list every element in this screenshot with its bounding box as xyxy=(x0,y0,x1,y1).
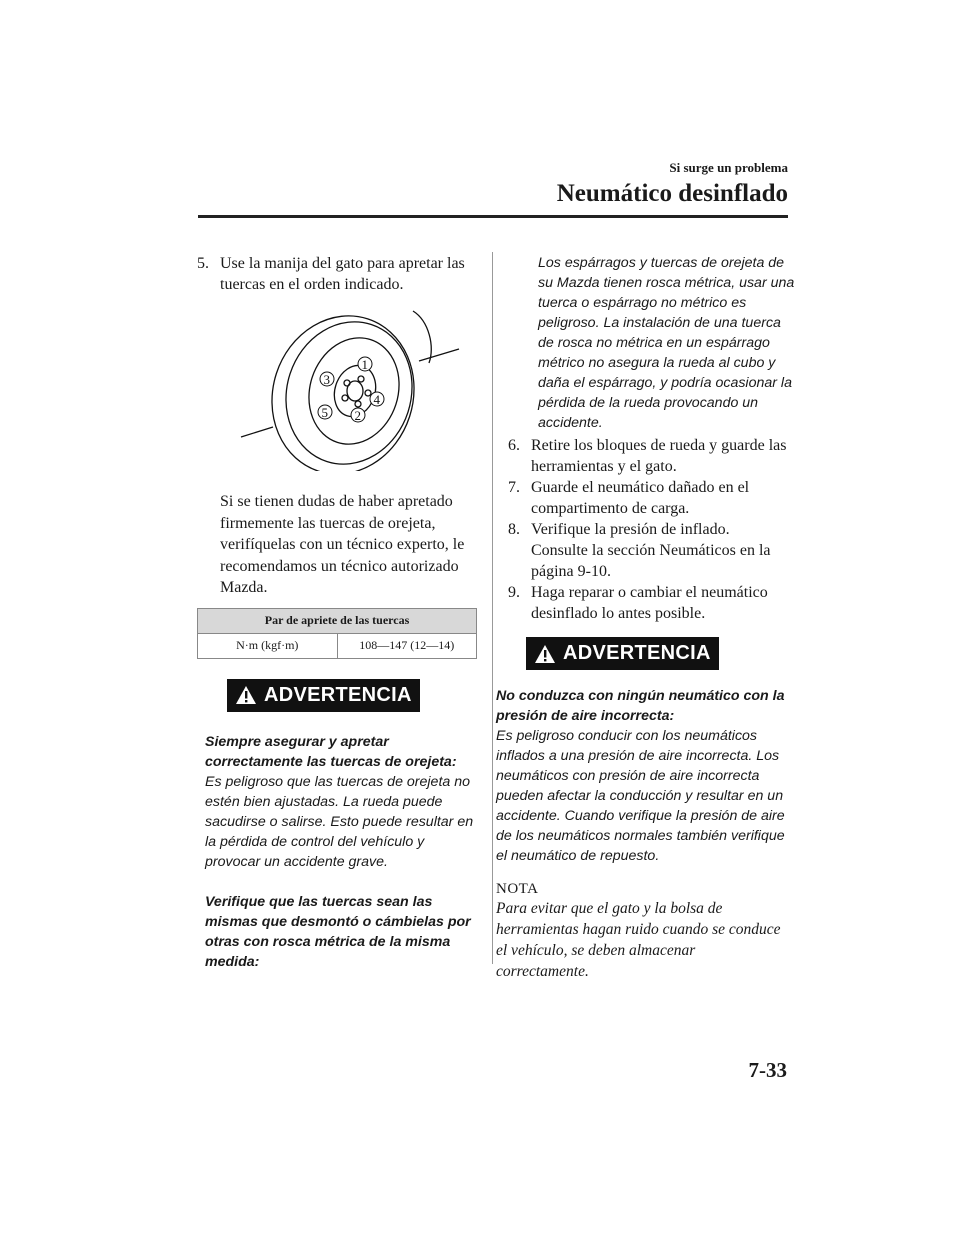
warning-icon xyxy=(235,685,257,705)
figure-label-4: 4 xyxy=(373,392,380,407)
nota-block xyxy=(496,881,786,982)
step-6 xyxy=(508,435,790,477)
warning-icon xyxy=(534,644,556,664)
warning-text-1 xyxy=(205,732,477,972)
left-column xyxy=(197,253,475,972)
warning-1-title: Siempre asegurar y apretar correctamente las tuercas de orejeta: xyxy=(205,733,457,770)
torque-table xyxy=(197,608,477,659)
figure-label-5: 5 xyxy=(321,405,328,420)
step-7 xyxy=(508,477,790,519)
step-text: Verifique la presión de inflado. Consulte la sección Neumáticos en la página 9-10. xyxy=(531,521,771,580)
wheel-nut-order-figure xyxy=(237,309,477,471)
warning-badge xyxy=(227,679,420,712)
figure-label-1: 1 xyxy=(361,357,368,372)
warning-label: ADVERTENCIA xyxy=(563,642,711,664)
warning-2-body: Los espárragos y tuercas de orejeta de su Mazda tienen rosca métrica, usar una tuerca o espárrago no métrico es peligroso. La instalación de una tuerca de rosca no métrica en un espárrago métrico no asegura la rueda al cubo y daña el espárrago, y podría ocasionar la pérdida de la rueda provocando un accidente. xyxy=(538,255,795,431)
page-number: 7-33 xyxy=(748,1058,787,1082)
warning-text-3 xyxy=(496,686,786,866)
torque-table-header: Par de apriete de las tuercas xyxy=(198,608,477,633)
figure-label-3: 3 xyxy=(323,372,330,387)
figure-label-2: 2 xyxy=(354,408,361,423)
lug-nut-note: Si se tienen dudas de haber apretado firmemente las tuercas de orejeta, verifíquelas con un técnico experto, le recomendamos un técnico autorizado Mazda. xyxy=(220,493,465,597)
step-text: Guarde el neumático dañado en el compartimento de carga. xyxy=(531,479,750,517)
nota-heading: NOTA xyxy=(496,881,539,897)
step-number: 8. xyxy=(508,521,520,538)
right-column xyxy=(496,253,795,982)
torque-unit: N·m (kgf·m) xyxy=(198,633,338,658)
warning-3-body: Es peligroso conducir con los neumáticos inflados a una presión de aire incorrecta. Los neumáticos con presión de aire incorrecta pueden afectar la conducción y resultar en un accidente. Cuando verifique la presión de aire de los neumáticos normales también verifique el neumático de repuesto. xyxy=(496,728,785,864)
warning-1-body: Es peligroso que las tuercas de orejeta no estén bien ajustadas. La rueda puede sacudirse o salirse. Esto puede resultar en la pérdida de control del vehículo y provocar un accidente grave. xyxy=(205,773,474,870)
step-number: 5. xyxy=(197,255,209,272)
steps-list xyxy=(508,435,790,624)
step-number: 7. xyxy=(508,479,520,496)
step-5 xyxy=(197,253,475,295)
step-number: 6. xyxy=(508,437,520,454)
step-9 xyxy=(508,582,790,624)
warning-2-title: Verifique que las tuercas sean las mismas que desmontó o cámbielas por otras con rosca métrica de la misma medida: xyxy=(205,893,471,970)
warning-3-title: No conduzca con ningún neumático con la presión de aire incorrecta: xyxy=(496,688,785,724)
warning-label: ADVERTENCIA xyxy=(264,683,412,706)
torque-value: 108―147 (12―14) xyxy=(337,633,477,658)
step-text: Retire los bloques de rueda y guarde las herramientas y el gato. xyxy=(531,437,787,475)
header-rule xyxy=(198,215,788,218)
warning-block-2 xyxy=(526,637,790,670)
step-number: 9. xyxy=(508,584,520,601)
step-text: Use la manija del gato para apretar las tuercas en el orden indicado. xyxy=(220,255,465,293)
step-8 xyxy=(508,519,790,582)
column-divider xyxy=(492,252,493,964)
warning-block-1 xyxy=(227,679,475,712)
warning-badge xyxy=(526,637,719,670)
nota-text: Para evitar que el gato y la bolsa de herramientas hagan ruido cuando se conduce el vehículo, se deben almacenar correctamente. xyxy=(496,900,781,980)
section-label: Si surge un problema xyxy=(669,160,788,175)
step-text: Haga reparar o cambiar el neumático desinflado lo antes posible. xyxy=(531,584,768,622)
page-title: Neumático desinflado xyxy=(556,180,788,207)
